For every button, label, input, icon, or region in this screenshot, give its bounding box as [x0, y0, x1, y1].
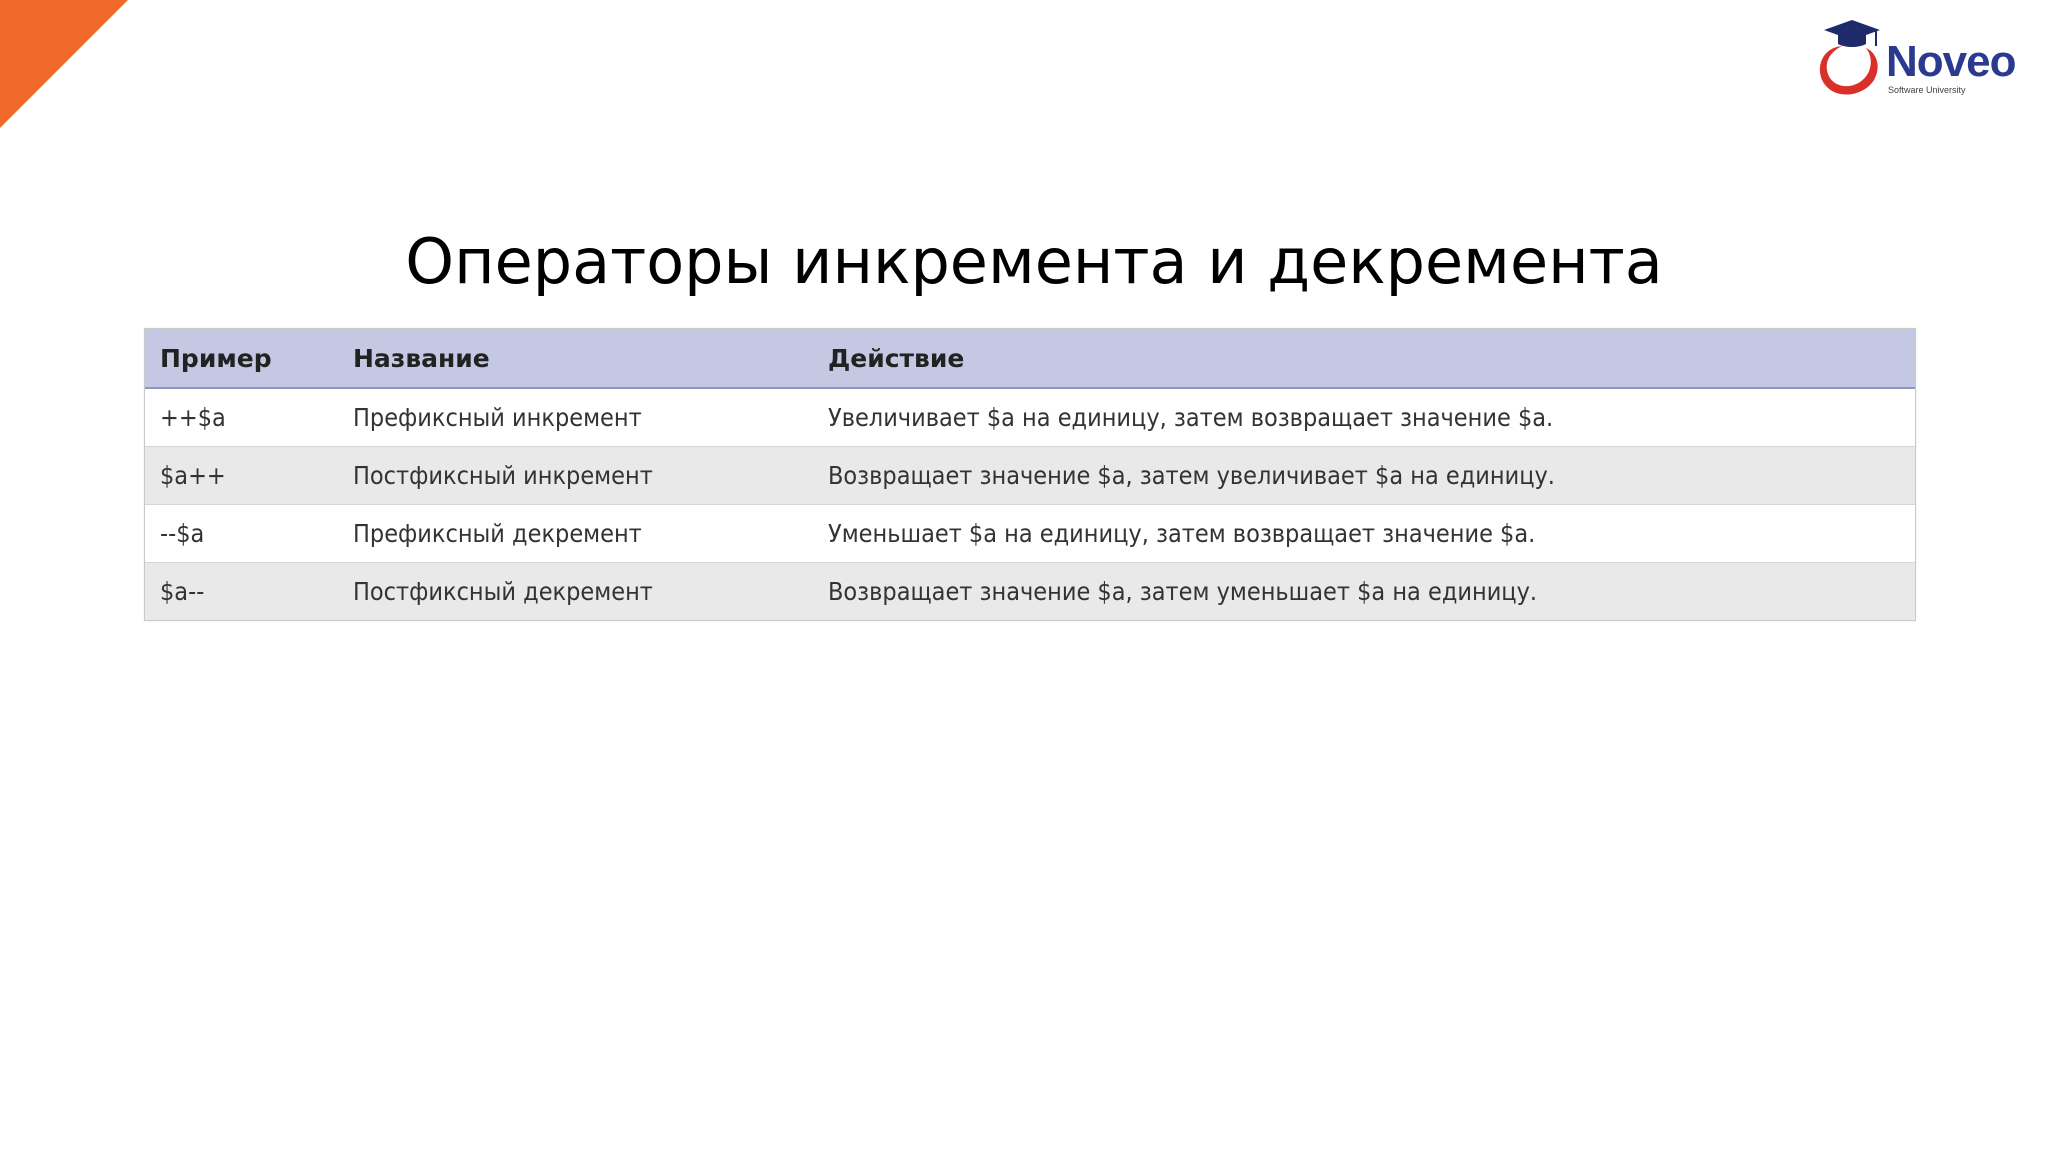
- noveo-logo-icon: [1812, 16, 1886, 100]
- corner-accent-triangle: [0, 0, 128, 128]
- cell-example: $a++: [145, 447, 338, 505]
- cell-name: Префиксный декремент: [338, 505, 813, 563]
- cell-example: ++$a: [145, 388, 338, 447]
- logo-tagline: Software University: [1888, 85, 1966, 95]
- page-title: Операторы инкремента и декремента: [405, 225, 1663, 298]
- cell-example: $a--: [145, 563, 338, 621]
- cell-example: --$a: [145, 505, 338, 563]
- table-row: [145, 447, 1915, 505]
- cell-name: Постфиксный декремент: [338, 563, 813, 621]
- cell-name: Постфиксный инкремент: [338, 447, 813, 505]
- cell-action: Возвращает значение $a, затем увеличивает $a на единицу.: [813, 447, 1915, 505]
- cell-action: Увеличивает $a на единицу, затем возвращает значение $a.: [813, 388, 1915, 447]
- table-row: [145, 505, 1915, 563]
- cell-name: Префиксный инкремент: [338, 388, 813, 447]
- column-header-action: Действие: [813, 329, 1915, 388]
- table-row: [145, 388, 1915, 447]
- noveo-logo: [1812, 16, 2022, 100]
- logo-name: Noveo: [1886, 37, 2016, 86]
- operators-table: [144, 328, 1916, 621]
- table-row: [145, 563, 1915, 621]
- table-header-row: [145, 329, 1915, 388]
- column-header-example: Пример: [145, 329, 338, 388]
- column-header-name: Название: [338, 329, 813, 388]
- cell-action: Возвращает значение $a, затем уменьшает $a на единицу.: [813, 563, 1915, 621]
- cell-action: Уменьшает $a на единицу, затем возвращает значение $a.: [813, 505, 1915, 563]
